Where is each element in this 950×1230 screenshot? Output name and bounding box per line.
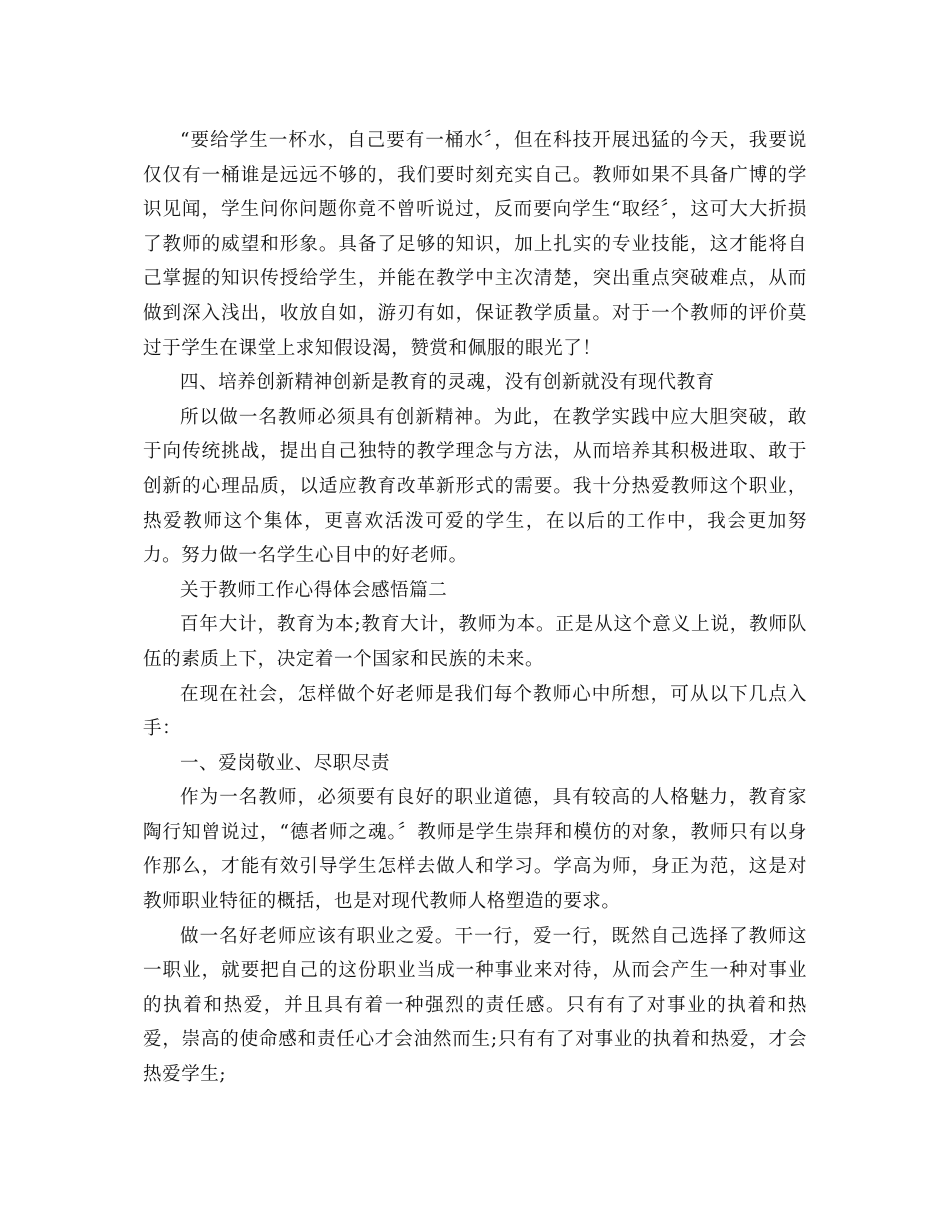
paragraph-1: “要给学生一杯水，自己要有一桶水〞，但在科技开展迅猛的今天，我要说仅仅有一桶谁是远远不够的，我们要时刻充实自己。教师如果不具备广博的学识见闻，学生问你问题你竟不曾听说过，反而要向学生“取经〞，这可大大折损了教师的威望和形象。具备了足够的知识，加上扎实的专业技能，这才能将自己掌握的知识传授给学生，并能在教学中主次清楚，突出重点突破难点，从而做到深入浅出，收放自如，游刃有如，保证教学质量。对于一个教师的评价莫过于学生在课堂上求知假设渴，赞赏和佩服的眼光了！ [143,130,807,359]
article-title-part-two: 关于教师工作心得体会感悟篇二 [180,579,448,601]
paragraph-2: 所以做一名教师必须具有创新精神。为此，在教学实践中应大胆突破，敢于向传统挑战，提出自己独特的教学理念与方法，从而培养其积极进取、敢于创新的心理品质，以适应教育改革新形式的需要。我十分热爱教师这个职业，热爱教师这个集体，更喜欢活泼可爱的学生，在以后的工作中，我会更加努力。努力做一名学生心目中的好老师。 [143,406,807,567]
section-heading-4: 四、培养创新精神创新是教育的灵魂，没有创新就没有现代教育 [180,372,715,394]
paragraph-3: 百年大计，教育为本;教育大计，教师为本。正是从这个意义上说，教师队伍的素质上下，决定着一个国家和民族的未来。 [143,614,807,670]
paragraph-4: 在现在社会，怎样做个好老师是我们每个教师心中所想，可从以下几点入手： [143,683,807,740]
document-body [143,124,807,1093]
section-heading-1: 一、爱岗敬业、尽职尽责 [180,752,391,774]
paragraph-6: 做一名好老师应该有职业之爱。干一行，爱一行，既然自己选择了教师这一职业，就要把自己的这份职业当成一种事业来对待，从而会产生一种对事业的执着和热爱，并且具有着一种强烈的责任感。只有有了对事业的执着和热爱，崇高的使命感和责任心才会油然而生;只有有了对事业的执着和热爱，才会热爱学生; [143,925,807,1086]
paragraph-5: 作为一名教师，必须要有良好的职业道德，具有较高的人格魅力，教育家陶行知曾说过，“德者师之魂。〞教师是学生崇拜和模仿的对象，教师只有以身作那么，才能有效引导学生怎样去做人和学习。学高为师，身正为范，这是对教师职业特征的概括，也是对现代教师人格塑造的要求。 [143,787,807,913]
